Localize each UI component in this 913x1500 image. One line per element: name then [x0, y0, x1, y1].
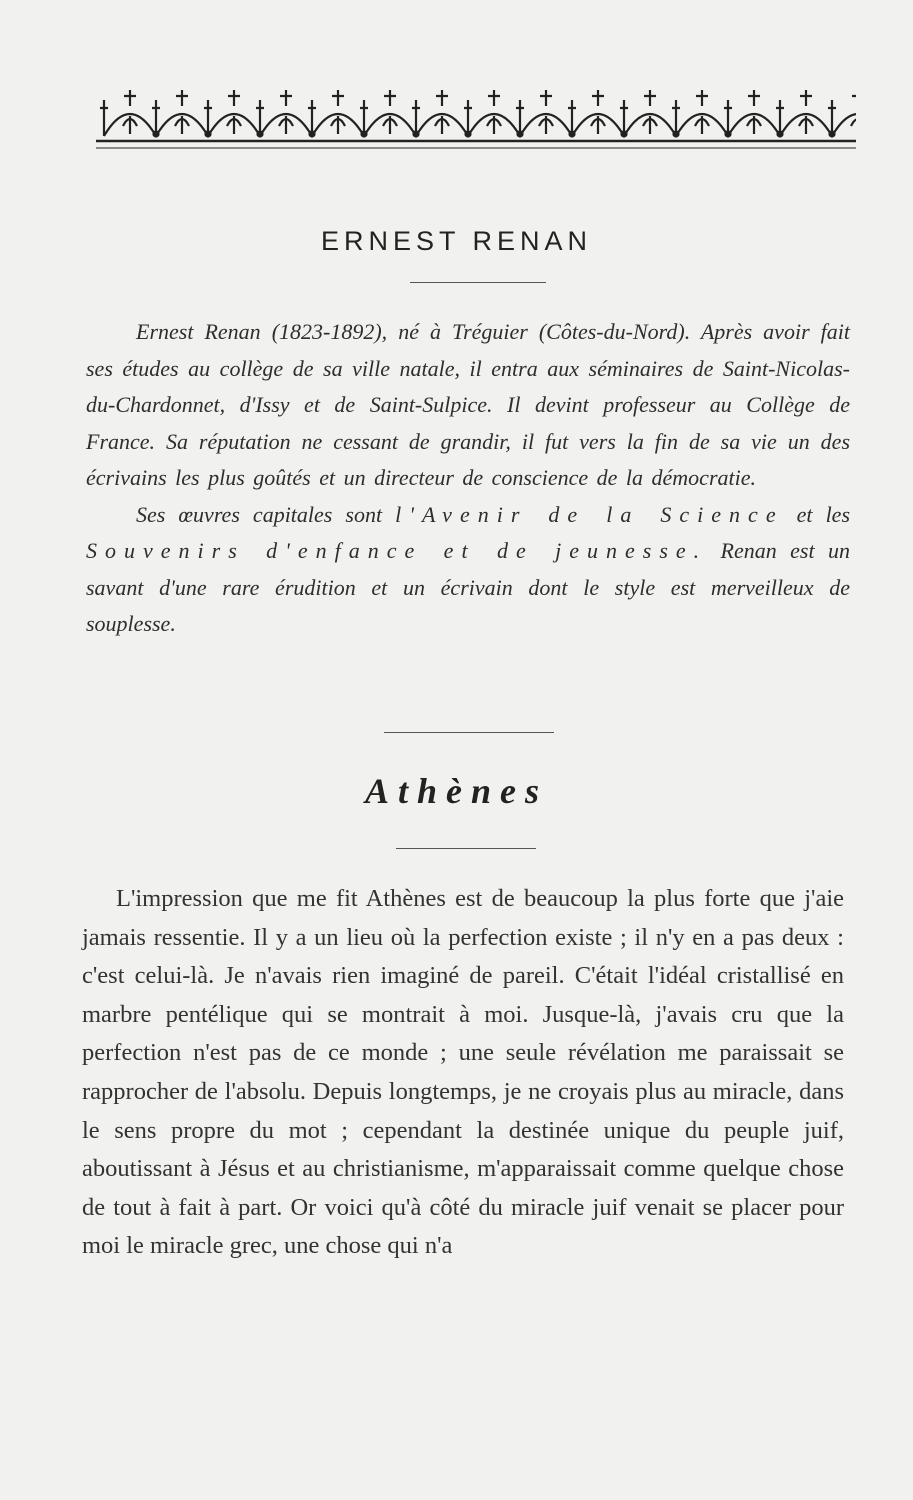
bio-paragraph-2 [86, 497, 850, 643]
main-text [82, 880, 844, 1266]
bio-works-intro: Ses œuvres capitales sont [136, 501, 396, 527]
bio-assessment: Renan est un savant d'une rare érudition et un écrivain dont le style est merveilleux de souplesse. [86, 538, 850, 636]
work-title-avenir: l'Avenir de la Science [395, 501, 784, 527]
author-biography [86, 314, 850, 643]
title-divider [410, 282, 546, 283]
work-title-souvenirs: Souvenirs d'enfance et de jeunesse. [86, 538, 708, 563]
author-title: ERNEST RENAN [320, 226, 593, 256]
bio-works-conjunction: et les [783, 501, 851, 527]
bio-divider [384, 732, 554, 733]
ornamental-header-icon [96, 86, 856, 156]
heading-divider [396, 848, 536, 849]
section-heading: Athènes [364, 771, 549, 811]
text-paragraph: L'impression que me fit Athènes est de beaucoup la plus forte que j'aie jamais ressentie. Il y a un lieu où la perfection existe ; il n'y en a pas deux : c'est celui-là. Je n'avais rien imaginé de pareil. C'était l'idéal cristallisé en marbre pentélique qui se montrait à moi. Jusque-là, j'avais cru que la perfection n'est pas de ce monde ; une seule révélation me paraissait se rapprocher de l'absolu. Depuis longtemps, je ne croyais plus au miracle, dans le sens propre du mot ; cependant la destinée unique du peuple juif, aboutissant à Jésus et au christianisme, m'apparaissait comme quelque chose de tout à fait à part. Or voici qu'à côté du miracle juif venait se placer pour moi le miracle grec, une chose qui n'a [82, 885, 844, 1260]
bio-paragraph-1: Ernest Renan (1823-1892), né à Tréguier (Côtes-du-Nord). Après avoir fait ses études au collège de sa ville natale, il entra aux séminaires de Saint-Nicolas-du-Chardonnet, d'Issy et de Saint-Sulpice. Il devint professeur au Collège de France. Sa réputation ne cessant de grandir, il fut vers la fin de sa vie un des écrivains les plus goûtés et un directeur de conscience de la démocratie. [86, 319, 850, 490]
